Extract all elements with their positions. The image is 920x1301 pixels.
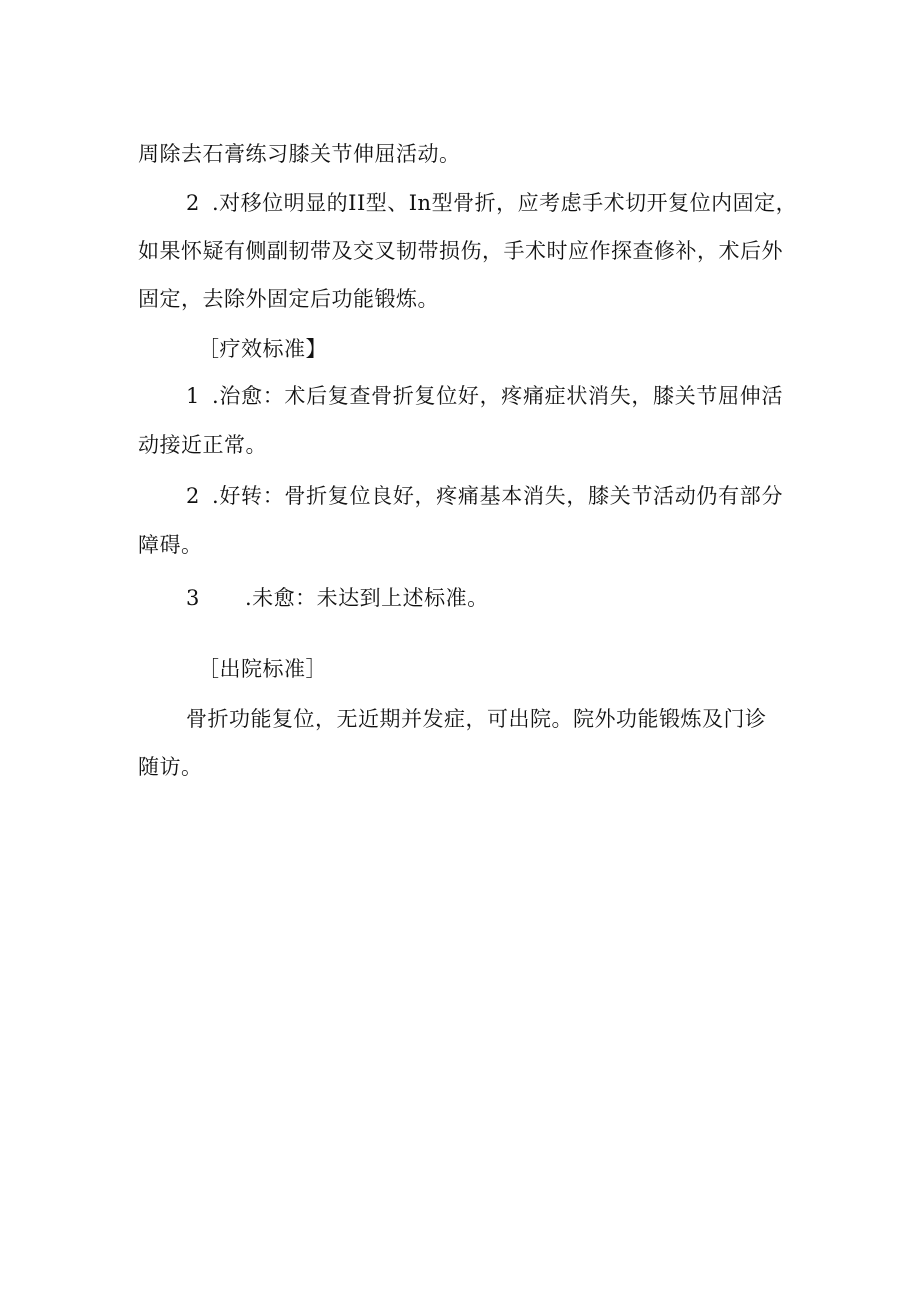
efficacy-3-line-1: .未愈：未达到上述标准。 (245, 586, 489, 610)
discharge-line-2: 随访。 (138, 755, 203, 779)
efficacy-1-line-2: 动接近正常。 (138, 433, 267, 457)
efficacy-number-3: 3 (186, 586, 200, 610)
efficacy-number-1: 1 (186, 384, 200, 408)
discharge-heading: ［出院标准］ (198, 657, 327, 681)
discharge-line-1: 骨折功能复位，无近期并发症，可出院。院外功能锻炼及门诊 (186, 707, 767, 731)
item-2-line-3: 固定，去除外固定后功能锻炼。 (138, 287, 439, 311)
efficacy-number-2: 2 (186, 484, 200, 508)
efficacy-2-line-1: .好转：骨折复位良好，疼痛基本消失，膝关节活动仍有部分 (212, 484, 783, 508)
efficacy-2-line-2: 障碍。 (138, 533, 203, 557)
efficacy-1-line-1: .治愈：术后复查骨折复位好，疼痛症状消失，膝关节屈伸活 (212, 384, 783, 408)
item-2-line-1: .对移位明显的II型、In型骨折，应考虑手术切开复位内固定， (212, 191, 798, 215)
item-2-line-2: 如果怀疑有侧副韧带及交叉韧带损伤，手术时应作探查修补，术后外 (138, 239, 783, 263)
item-number-2: 2 (186, 191, 200, 215)
paragraph-continuation: 周除去石膏练习膝关节伸屈活动。 (138, 142, 461, 166)
efficacy-heading: ［疗效标准】 (198, 337, 327, 361)
